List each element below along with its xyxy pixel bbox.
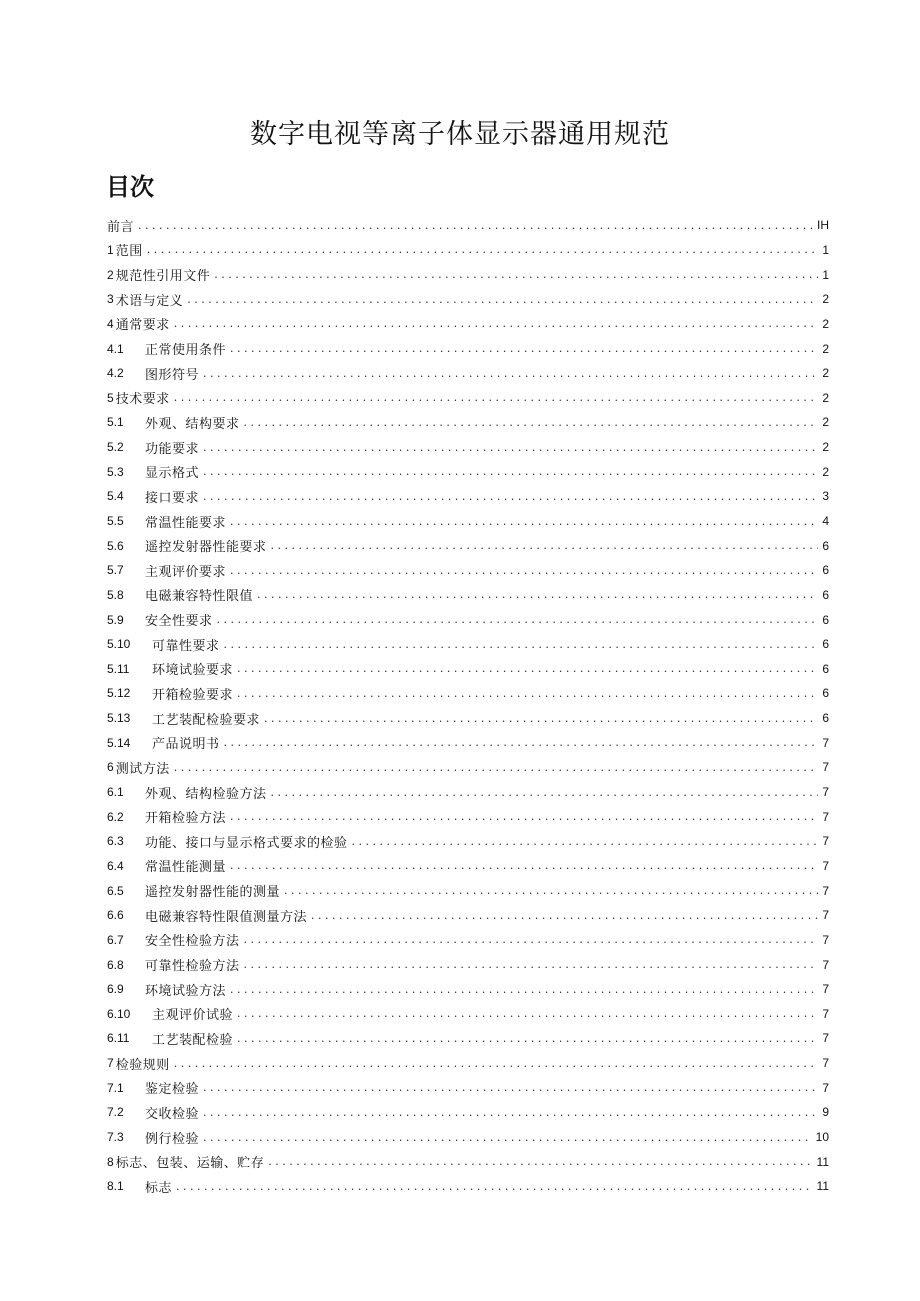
toc-entry-label: 遥控发射器性能要求 <box>145 540 267 556</box>
toc-entry-page-number: 6 <box>822 637 829 652</box>
toc-entry-label: 通常要求 <box>115 318 170 334</box>
toc-entry-number: 5.9 <box>107 612 124 627</box>
toc-entry-label: 外观、结构检验方法 <box>145 786 267 802</box>
toc-entry-number: 4 <box>107 316 114 331</box>
toc-dot-leader <box>203 491 818 502</box>
toc-entry[interactable] <box>107 558 829 583</box>
toc-entry-page-number: 4 <box>822 514 829 528</box>
toc-entry-label: 安全性检验方法 <box>145 934 240 950</box>
toc-entry[interactable] <box>107 977 829 1002</box>
toc-dot-leader <box>311 910 818 921</box>
toc-entry-page-number: 2 <box>822 464 829 479</box>
toc-entry-number: 5.10 <box>107 637 131 652</box>
toc-dot-leader <box>174 318 819 329</box>
toc-entry-page-number: 6 <box>822 661 829 676</box>
toc-dot-leader <box>237 1008 818 1019</box>
toc-entry-number: 5.12 <box>107 686 131 701</box>
toc-dot-leader <box>237 1033 818 1044</box>
toc-dot-leader <box>174 392 819 403</box>
toc-dot-leader <box>203 1132 812 1143</box>
toc-entry-number: 5.6 <box>107 538 124 553</box>
toc-entry-label: 常温性能要求 <box>145 515 227 531</box>
toc-dot-leader <box>230 516 818 527</box>
toc-dot-leader <box>230 860 818 871</box>
toc-entry-number: 5.1 <box>107 415 124 430</box>
toc-entry[interactable] <box>107 238 829 263</box>
toc-entry[interactable] <box>107 1051 829 1076</box>
toc-entry-number: 7.1 <box>107 1080 124 1095</box>
toc-entry[interactable] <box>107 484 829 509</box>
toc-entry-page-number: 7 <box>822 785 829 800</box>
toc-entry-label: 可靠性要求 <box>152 638 220 654</box>
toc-entry-page-number: 7 <box>822 883 829 898</box>
toc-entry-number: 5.7 <box>107 563 124 578</box>
toc-entry-number: 7.3 <box>107 1130 124 1145</box>
toc-entry-number: 1 <box>107 242 114 257</box>
toc-entry[interactable] <box>107 607 829 632</box>
toc-entry[interactable] <box>107 1075 829 1100</box>
toc-entry[interactable] <box>107 262 829 287</box>
toc-entry-page-number: 11 <box>816 1154 829 1169</box>
toc-entry[interactable] <box>107 1100 829 1125</box>
toc-dot-leader <box>230 565 818 576</box>
toc-entry[interactable] <box>107 681 829 706</box>
toc-entry-label: 遥控发射器性能的测量 <box>145 885 281 901</box>
toc-entry-page-number: 6 <box>822 587 829 602</box>
toc-entry-number: 6.6 <box>107 908 124 923</box>
toc-dot-leader <box>147 244 819 255</box>
toc-entry-label: 主观评价试验 <box>152 1008 234 1024</box>
toc-entry[interactable] <box>107 755 829 780</box>
toc-dot-leader <box>224 639 819 650</box>
toc-dot-leader <box>214 269 818 280</box>
toc-entry-page-number: 2 <box>822 366 829 381</box>
toc-entry-number: 5 <box>107 390 114 405</box>
toc-dot-leader <box>271 540 819 551</box>
toc-entry-label: 外观、结构要求 <box>145 416 240 432</box>
toc-dot-leader <box>138 220 813 231</box>
toc-entry-page-number: 11 <box>816 1179 829 1194</box>
toc-entry-label: 工艺装配检验要求 <box>152 712 261 728</box>
toc-entry[interactable] <box>107 780 829 805</box>
toc-entry-number: 6 <box>107 760 114 775</box>
toc-entry-number: 5.5 <box>107 514 124 528</box>
toc-entry-label: 测试方法 <box>115 761 170 777</box>
toc-entry-number: 6.3 <box>107 834 124 849</box>
toc-entry[interactable] <box>107 509 829 534</box>
toc-entry-label: 常温性能测量 <box>145 860 227 876</box>
toc-entry-page-number: 2 <box>822 390 829 405</box>
toc-entry-page-number: 6 <box>822 711 829 726</box>
toc-entry[interactable] <box>107 1026 829 1051</box>
toc-entry-label: 标志、包装、运输、贮存 <box>115 1156 265 1172</box>
toc-entry[interactable] <box>107 706 829 731</box>
toc-entry-label: 功能要求 <box>145 441 200 457</box>
toc-entry-page-number: 2 <box>822 316 829 331</box>
toc-entry-label: 检验规则 <box>115 1057 170 1073</box>
toc-dot-leader <box>284 885 818 896</box>
toc-dot-leader <box>217 614 819 625</box>
toc-dot-leader <box>203 1107 818 1118</box>
toc-entry-number: 6.4 <box>107 858 124 873</box>
toc-entry[interactable] <box>107 435 829 460</box>
toc-dot-leader <box>230 811 818 822</box>
toc-entry-number: 6.10 <box>107 1006 131 1021</box>
toc-dot-leader <box>176 1181 813 1192</box>
toc-entry-label: 电磁兼容特性限值测量方法 <box>145 909 308 925</box>
toc-entry-number: 6.11 <box>107 1031 130 1046</box>
toc-dot-leader <box>203 442 818 453</box>
toc-entry-number: 4.1 <box>107 341 124 356</box>
toc-entry-page-number: 7 <box>822 760 829 775</box>
toc-entry[interactable] <box>107 213 829 238</box>
toc-entry-label: 开箱检验要求 <box>152 687 234 703</box>
toc-entry-page-number: 6 <box>822 686 829 701</box>
toc-entry-page-number: 7 <box>822 932 829 947</box>
toc-entry-number: 5.2 <box>107 440 124 455</box>
toc-entry-page-number: 7 <box>822 1031 829 1046</box>
toc-entry[interactable] <box>107 287 829 312</box>
toc-entry-number: 4.2 <box>107 366 124 381</box>
toc-entry-label: 图形符号 <box>145 367 200 383</box>
toc-entry[interactable] <box>107 533 829 558</box>
toc-entry[interactable] <box>107 632 829 657</box>
toc-entry-label: 范围 <box>115 244 143 260</box>
toc-entry-number: 6.1 <box>107 785 124 800</box>
toc-entry-page-number: 6 <box>822 563 829 578</box>
toc-dot-leader <box>203 466 818 477</box>
toc-entry-number: 5.14 <box>107 735 131 750</box>
toc-entry[interactable] <box>107 1125 829 1150</box>
toc-entry-label: 接口要求 <box>145 490 200 506</box>
toc-entry[interactable] <box>107 361 829 386</box>
toc-entry-number: 5.4 <box>107 489 124 504</box>
toc-entry-page-number: 2 <box>822 341 829 356</box>
toc-entry-label: 环境试验要求 <box>152 663 234 679</box>
toc-entry[interactable] <box>107 385 829 410</box>
toc-entry-label: 正常使用条件 <box>145 343 227 359</box>
toc-entry[interactable] <box>107 410 829 435</box>
toc-entry-page-number: 7 <box>822 1006 829 1021</box>
toc-entry-page-number: 10 <box>815 1130 829 1145</box>
toc-entry-page-number: 7 <box>822 982 829 997</box>
toc-entry-label: 交收检验 <box>145 1106 200 1122</box>
toc-entry-number: 6.7 <box>107 932 124 947</box>
toc-dot-leader <box>174 1058 819 1069</box>
toc-entry[interactable] <box>107 1174 829 1199</box>
toc-entry[interactable] <box>107 1002 829 1027</box>
toc-entry[interactable] <box>107 878 829 903</box>
toc-dot-leader <box>203 368 818 379</box>
toc-entry-label: 工艺装配检验 <box>152 1032 234 1048</box>
table-of-contents <box>107 213 829 1199</box>
toc-entry-number: 6.9 <box>107 982 124 997</box>
toc-entry-label: 安全性要求 <box>145 614 213 630</box>
toc-entry[interactable] <box>107 657 829 682</box>
toc-entry-label: 前言 <box>107 219 135 235</box>
toc-entry[interactable] <box>107 928 829 953</box>
toc-entry[interactable] <box>107 312 829 337</box>
toc-entry-label: 技术要求 <box>115 392 170 408</box>
toc-entry-number: 3 <box>107 292 114 307</box>
toc-entry-number: 2 <box>107 267 114 282</box>
toc-entry-page-number: 1 <box>822 267 829 282</box>
toc-entry-label: 术语与定义 <box>115 293 184 309</box>
toc-entry-number: 7.2 <box>107 1105 124 1120</box>
toc-entry-page-number: 7 <box>822 735 829 750</box>
toc-entry[interactable] <box>107 583 829 608</box>
toc-entry-page-number: 7 <box>822 1080 829 1095</box>
toc-entry-number: 6.5 <box>107 883 124 898</box>
toc-entry-label: 显示格式 <box>145 466 200 482</box>
toc-entry[interactable] <box>107 336 829 361</box>
toc-entry-number: 8 <box>107 1154 114 1169</box>
toc-dot-leader <box>237 663 818 674</box>
toc-dot-leader <box>271 787 819 798</box>
toc-entry-label: 标志 <box>145 1180 173 1196</box>
toc-entry-page-number: 2 <box>822 415 829 430</box>
toc-dot-leader <box>187 294 818 305</box>
toc-dot-leader <box>203 1082 818 1093</box>
toc-dot-leader <box>244 417 819 428</box>
toc-entry-page-number: 3 <box>822 489 829 504</box>
toc-entry-label: 主观评价要求 <box>145 564 227 580</box>
toc-entry-label: 产品说明书 <box>152 737 220 753</box>
toc-dot-leader <box>230 343 818 354</box>
toc-entry-page-number: 2 <box>822 440 829 455</box>
toc-dot-leader <box>264 713 818 724</box>
toc-entry[interactable] <box>107 804 829 829</box>
toc-entry-number: 5.3 <box>107 464 124 479</box>
toc-entry-label: 环境试验方法 <box>145 983 227 999</box>
toc-dot-leader <box>352 836 819 847</box>
toc-entry-page-number: 6 <box>822 538 829 553</box>
toc-entry[interactable] <box>107 903 829 928</box>
toc-entry[interactable] <box>107 952 829 977</box>
toc-entry-label: 可靠性检验方法 <box>145 959 240 975</box>
toc-entry-page-number: 7 <box>822 957 829 972</box>
toc-dot-leader <box>268 1156 812 1167</box>
toc-entry-number: 6.2 <box>107 809 124 824</box>
toc-entry[interactable] <box>107 1149 829 1174</box>
toc-dot-leader <box>244 934 819 945</box>
toc-entry-page-number: 2 <box>822 292 829 307</box>
toc-dot-leader <box>174 762 819 773</box>
toc-entry-number: 5.11 <box>107 661 130 676</box>
toc-entry-number: 8.1 <box>107 1179 124 1194</box>
toc-dot-leader <box>224 737 819 748</box>
toc-entry-page-number: 1 <box>822 242 829 257</box>
toc-entry-number: 6.8 <box>107 957 124 972</box>
toc-entry-page-number: 7 <box>822 834 829 849</box>
toc-dot-leader <box>237 688 818 699</box>
toc-entry[interactable] <box>107 829 829 854</box>
toc-entry-page-number: 7 <box>822 1056 829 1071</box>
toc-entry-label: 规范性引用文件 <box>115 269 211 285</box>
toc-entry-number: 7 <box>107 1056 114 1071</box>
toc-entry-page-number: 7 <box>822 809 829 824</box>
toc-entry-page-number: 7 <box>822 858 829 873</box>
toc-entry-label: 例行检验 <box>145 1131 200 1147</box>
toc-dot-leader <box>257 589 818 600</box>
toc-entry-number: 5.8 <box>107 587 124 602</box>
toc-entry-number: 5.13 <box>107 711 131 726</box>
toc-heading: 目次 <box>106 173 154 201</box>
toc-entry-page-number: 6 <box>822 612 829 627</box>
toc-entry-label: 鉴定检验 <box>145 1082 200 1098</box>
toc-entry-page-number: 7 <box>822 908 829 923</box>
toc-dot-leader <box>230 984 818 995</box>
document-title: 数字电视等离子体显示器通用规范 <box>250 119 670 150</box>
toc-entry[interactable] <box>107 730 829 755</box>
toc-entry[interactable] <box>107 854 829 879</box>
toc-entry-label: 功能、接口与显示格式要求的检验 <box>145 835 348 851</box>
toc-entry-label: 开箱检验方法 <box>145 811 227 827</box>
toc-entry[interactable] <box>107 459 829 484</box>
toc-entry-page-number: 9 <box>822 1105 829 1120</box>
toc-entry-page-number: IH <box>817 218 829 233</box>
toc-entry-label: 电磁兼容特性限值 <box>145 589 254 605</box>
toc-dot-leader <box>244 959 819 970</box>
